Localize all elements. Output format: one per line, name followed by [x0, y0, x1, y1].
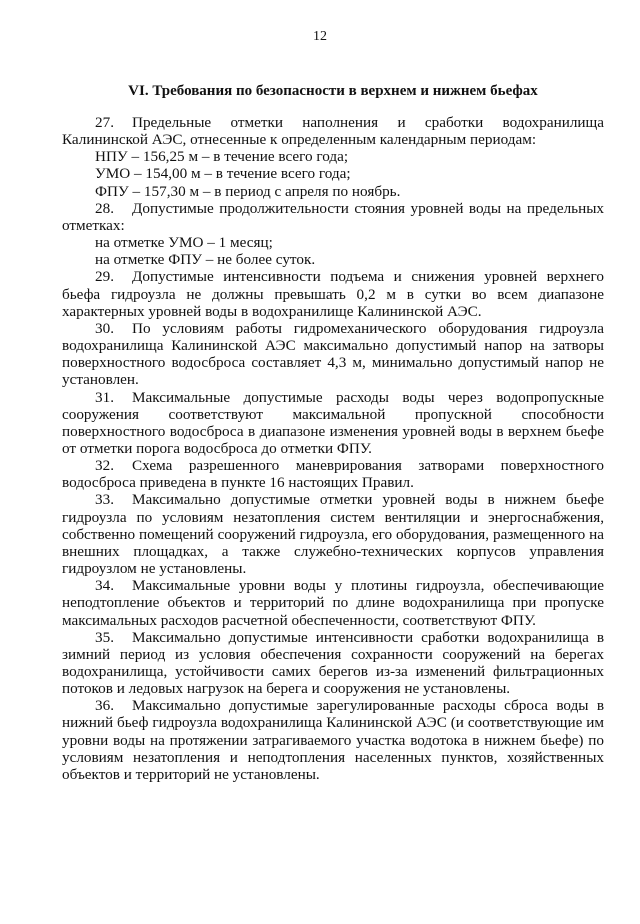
paragraph-number: 29. [95, 268, 114, 286]
paragraph-number: 36. [95, 697, 114, 715]
document-body [62, 114, 604, 783]
paragraph-number: 30. [95, 319, 114, 337]
paragraph-text: Максимально допустимые интенсивности сработки водохранилища в зимний период из условия обеспечения сохранности сооружений на берегах водохранилища, устойчивости самих берегов из-за изменений фильтрационных потоков и ледовых нагрузок на берега и сооружения не установлены. [62, 628, 604, 698]
numbered-paragraph [62, 200, 604, 234]
paragraph-number: 32. [95, 457, 114, 475]
numbered-paragraph [62, 320, 604, 389]
paragraph-text: Максимально допустимые отметки уровней воды в нижнем бьефе гидроузла по условиям незатопления систем вентиляции и энергоснабжения, собственно помещений сооружений гидроузла, его оборудования, размещенного на внешних площадках, а также служебно-технических корпусов управления гидроузлом не установлены. [62, 491, 604, 578]
list-line: НПУ – 156,25 м – в течение всего года; [95, 148, 349, 166]
paragraph-text: По условиям работы гидромеханического оборудования гидроузла водохранилища Калининской АЭС максимально допустимый напор на затворы поверхностного водосброса составляет 4,3 м, минимально допустимый напор не установлен. [62, 319, 604, 389]
paragraph-text: Допустимые продолжительности стояния уровней воды на предельных отметках: [62, 199, 604, 234]
numbered-paragraph [62, 577, 604, 628]
paragraph-text: Схема разрешенного маневрирования затворами поверхностного водосброса приведена в пункте 16 настоящих Правил. [62, 457, 604, 492]
numbered-paragraph [62, 389, 604, 458]
numbered-paragraph [62, 491, 604, 577]
numbered-paragraph [62, 629, 604, 698]
list-line: на отметке ФПУ – не более суток. [95, 251, 316, 269]
list-line: ФПУ – 157,30 м – в период с апреля по ноябрь. [95, 182, 401, 200]
paragraph-text: Максимально допустимые зарегулированные расходы сброса воды в нижний бьеф гидроузла водохранилища Калининской АЭС (и соответствующие им уровни воды на протяжении затрагиваемого участка водотока в нижнем бьефе) по условиям незатопления и неподтопления населенных пунктов, хозяйственных объектов и территорий не установлены. [62, 697, 604, 783]
paragraph-number: 33. [95, 491, 114, 509]
numbered-paragraph [62, 114, 604, 148]
paragraph-number: 34. [95, 577, 114, 595]
paragraph-number: 28. [95, 199, 114, 217]
paragraph-text: Максимальные уровни воды у плотины гидроузла, обеспечивающие неподтопление объектов и территорий по длине водохранилища при пропуске максимальных расходов расчетной обеспеченности, соответствуют ФПУ. [62, 577, 604, 629]
numbered-paragraph [62, 268, 604, 319]
paragraph-number: 35. [95, 628, 114, 646]
section-title: VI. Требования по безопасности в верхнем и нижнем бьефах [128, 83, 538, 99]
list-line: на отметке УМО – 1 месяц; [95, 234, 273, 252]
page-number: 12 [313, 29, 327, 44]
paragraph-text: Предельные отметки наполнения и сработки водохранилища Калининской АЭС, отнесенные к определенным календарным периодам: [62, 114, 604, 149]
paragraph-number: 27. [95, 114, 114, 131]
paragraph-text: Максимальные допустимые расходы воды через водопропускные сооружения соответствуют максимальной пропускной способности поверхностного водосброса в диапазоне изменения уровней воды в верхнем бьефе от отметки порога водосброса до отметки ФПУ. [62, 388, 604, 457]
paragraph-text: Допустимые интенсивности подъема и снижения уровней верхнего бьефа гидроузла не должны превышать 0,2 м в сутки во всем диапазоне характерных уровней воды в водохранилище Калининской АЭС. [62, 268, 604, 320]
numbered-paragraph [62, 697, 604, 783]
list-line: УМО – 154,00 м – в течение всего года; [95, 165, 351, 183]
numbered-paragraph [62, 457, 604, 491]
paragraph-number: 31. [95, 388, 114, 406]
